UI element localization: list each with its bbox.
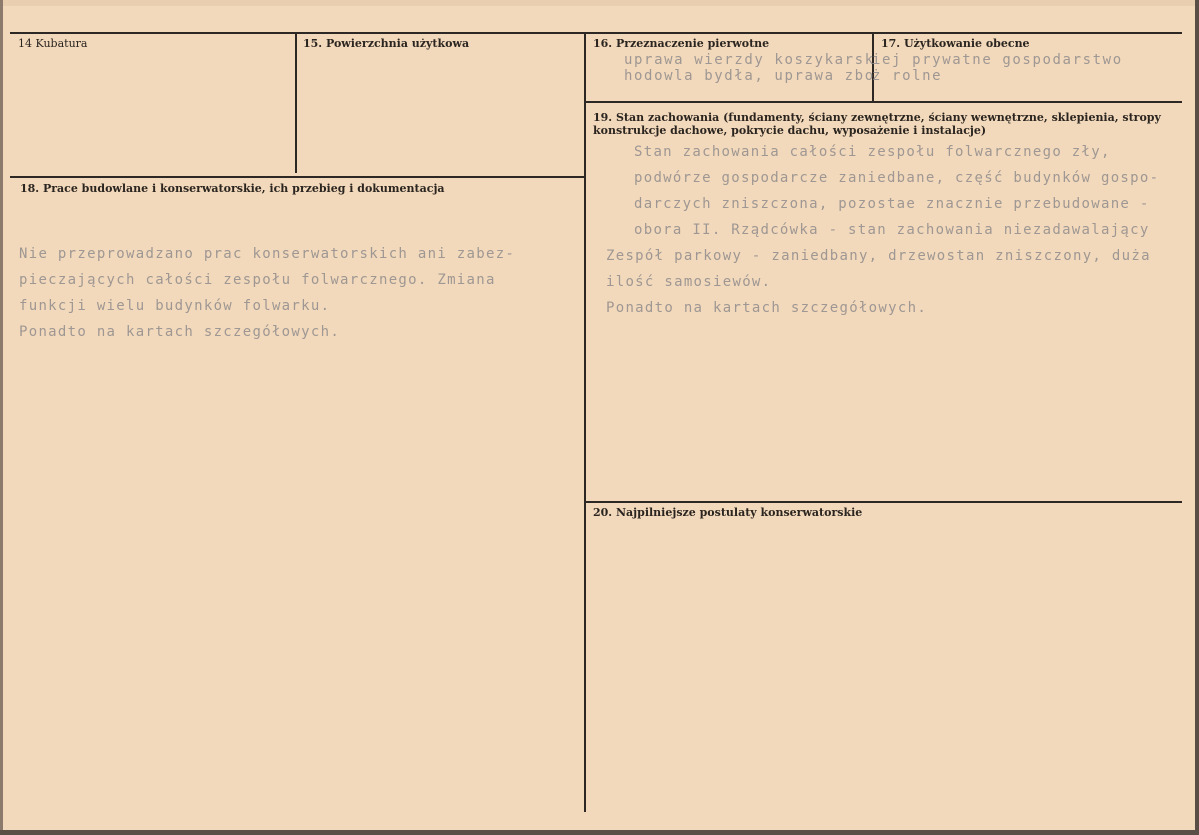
field-18-label: 18. Prace budowlane i konserwatorskie, ich przebieg i dokumentacja xyxy=(20,182,445,195)
field-17-value-line-2: ż rolne xyxy=(872,68,943,84)
field-19-line: ilość samosiewów. xyxy=(606,274,772,290)
rule-above-20 xyxy=(584,501,1182,503)
field-18-value xyxy=(19,241,515,345)
field-20-label: 20. Najpilniejsze postulaty konserwatorskie xyxy=(593,506,863,519)
rule-above-19 xyxy=(584,101,1182,103)
center-divider xyxy=(584,32,586,812)
field-19-value xyxy=(606,139,1159,321)
field-17-label: 17. Użytkowanie obecne xyxy=(881,37,1030,50)
field-19-line: Ponadto na kartach szczegółowych. xyxy=(606,300,928,316)
field-19-line: Stan zachowania całości zespołu folwarcznego zły, xyxy=(634,144,1111,160)
field-16-label: 16. Przeznaczenie pierwotne xyxy=(593,37,770,50)
field-19-label: 19. Stan zachowania (fundamenty, ściany zewnętrzne, ściany wewnętrzne, sklepienia, stropy konstrukcje dachowe, pokrycie dachu, wyposażenie i instalacje) xyxy=(593,111,1161,137)
field-15-label: 15. Powierzchnia użytkowa xyxy=(303,37,470,50)
field-16-value-line-1: uprawa wierzdy koszykarsk xyxy=(624,52,875,68)
field-19-line: Zespół parkowy - zaniedbany, drzewostan zniszczony, duża xyxy=(606,248,1151,264)
field-18-line: pieczających całości zespołu folwarcznego. Zmiana xyxy=(19,272,496,288)
field-16-value-line-2: hodowla bydła, uprawa zbo xyxy=(624,68,875,84)
field-18-line: Ponadto na kartach szczegółowych. xyxy=(19,324,341,340)
rule-above-18 xyxy=(10,176,584,178)
card-left-edge xyxy=(0,0,3,835)
card-bottom-edge xyxy=(0,830,1199,835)
field-19-line: podwórze gospodarcze zaniedbane, część budynków gospo- xyxy=(634,170,1160,186)
field-18-line: funkcji wielu budynków folwarku. xyxy=(19,298,331,314)
divider-14-15 xyxy=(295,32,297,173)
field-19-line: obora II. Rządcówka - stan zachowania niezadawalający xyxy=(634,222,1150,238)
field-17-value-line-1: iej prywatne gospodarstwo xyxy=(872,52,1123,68)
card-right-edge xyxy=(1195,0,1199,835)
field-19-line: darczych zniszczona, pozostae znacznie przebudowane - xyxy=(634,196,1150,212)
top-rule xyxy=(10,32,1182,34)
card-top-edge xyxy=(0,0,1199,6)
field-18-line: Nie przeprowadzano prac konserwatorskich ani zabez- xyxy=(19,246,516,262)
field-14-label: 14 Kubatura xyxy=(18,37,88,50)
